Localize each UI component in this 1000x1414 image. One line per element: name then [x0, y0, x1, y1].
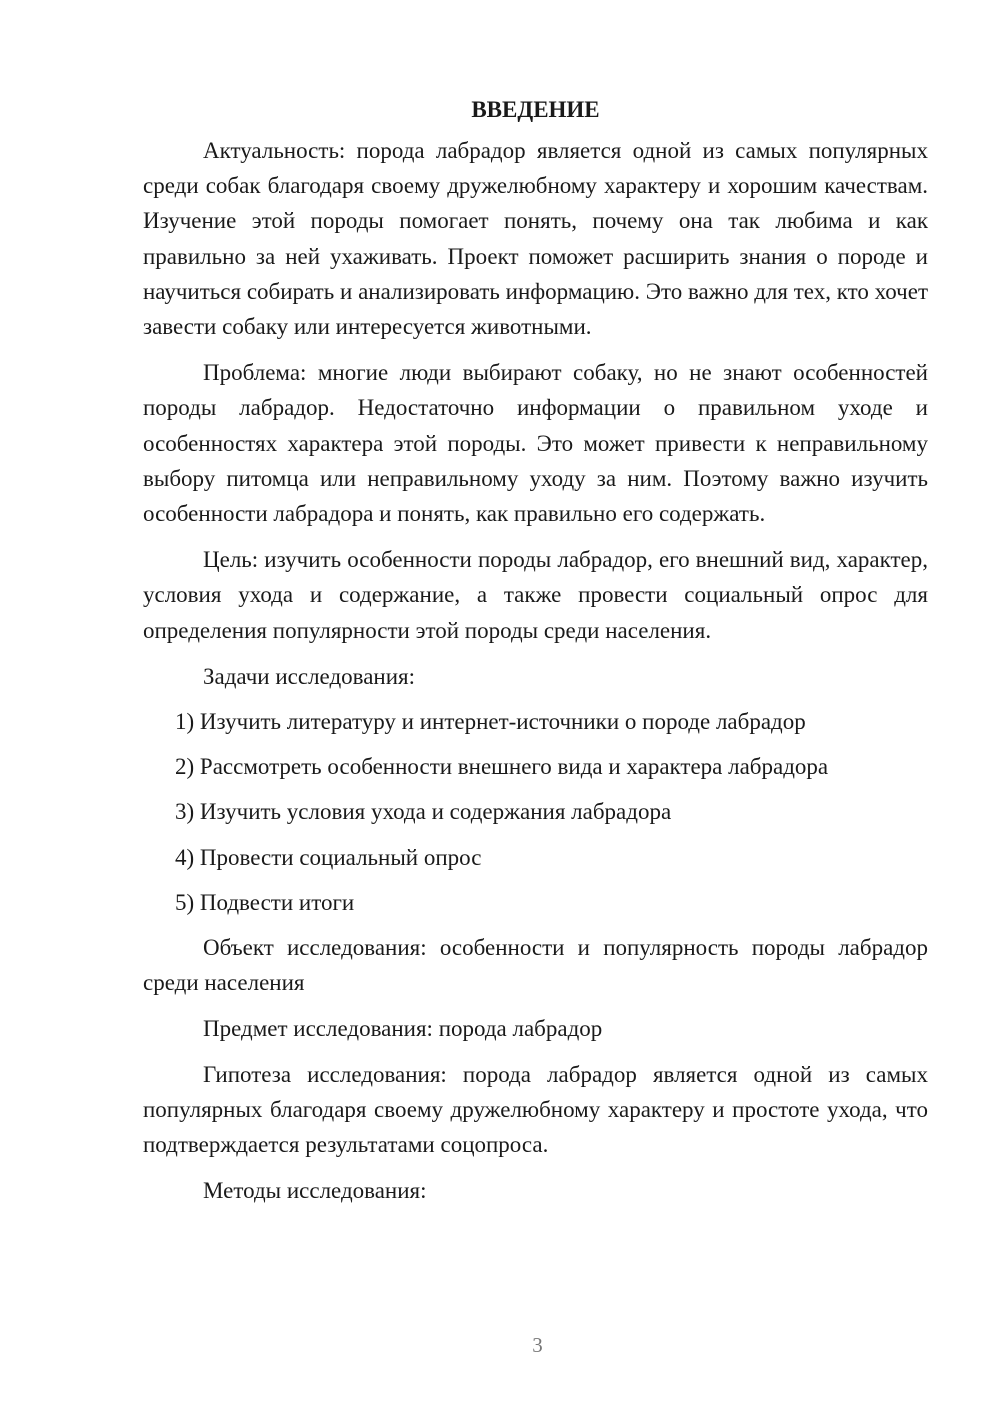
hypothesis-paragraph: Гипотеза исследования: порода лабрадор является одной из самых популярных благодаря своему дружелюбному характеру и простоте ухода, что подтверждается результатами соцопроса. [143, 1061, 928, 1158]
problem-paragraph: Проблема: многие люди выбирают собаку, но не знают особенностей породы лабрадор. Недостаточно информации о правильном уходе и особенностях характера этой породы. Это может привести к неправильному выбору питомца или неправильному уходу за ним. Поэтому важно изучить особенности лабрадора и понять, как правильно его содержать. [143, 360, 928, 527]
task-item: 1) Изучить литературу и интернет-источники о породе лабрадор [175, 709, 806, 735]
subject-paragraph: Предмет исследования: порода лабрадор [203, 1016, 603, 1042]
tasks-list [143, 704, 928, 920]
goal-paragraph: Цель: изучить особенности породы лабрадор, его внешний вид, характер, условия ухода и содержание, а также провести социальный опрос для определения популярности этой породы среди населения. [143, 547, 928, 643]
task-item: 3) Изучить условия ухода и содержания лабрадора [175, 799, 672, 825]
section-title: ВВЕДЕНИЕ [471, 97, 600, 122]
methods-heading: Методы исследования: [203, 1178, 427, 1204]
task-item: 4) Провести социальный опрос [175, 844, 482, 870]
relevance-paragraph: Актуальность: порода лабрадор является одной из самых популярных среди собак благодаря своему дружелюбному характеру и хорошим качествам. Изучение этой породы помогает понять, почему она так любима и как правильно за ней ухаживать. Проект поможет расширить знания о породе и научиться собирать и анализировать информацию. Это важно для тех, кто хочет завести собаку или интересуется животными. [143, 138, 928, 340]
document-page [143, 92, 928, 1218]
page-number: 3 [532, 1333, 543, 1357]
tasks-heading: Задачи исследования: [203, 663, 416, 689]
task-item: 5) Подвести итоги [175, 889, 355, 915]
task-item: 2) Рассмотреть особенности внешнего вида и характера лабрадора [175, 754, 829, 780]
object-paragraph: Объект исследования: особенности и популярность породы лабрадор среди населения [143, 935, 928, 996]
